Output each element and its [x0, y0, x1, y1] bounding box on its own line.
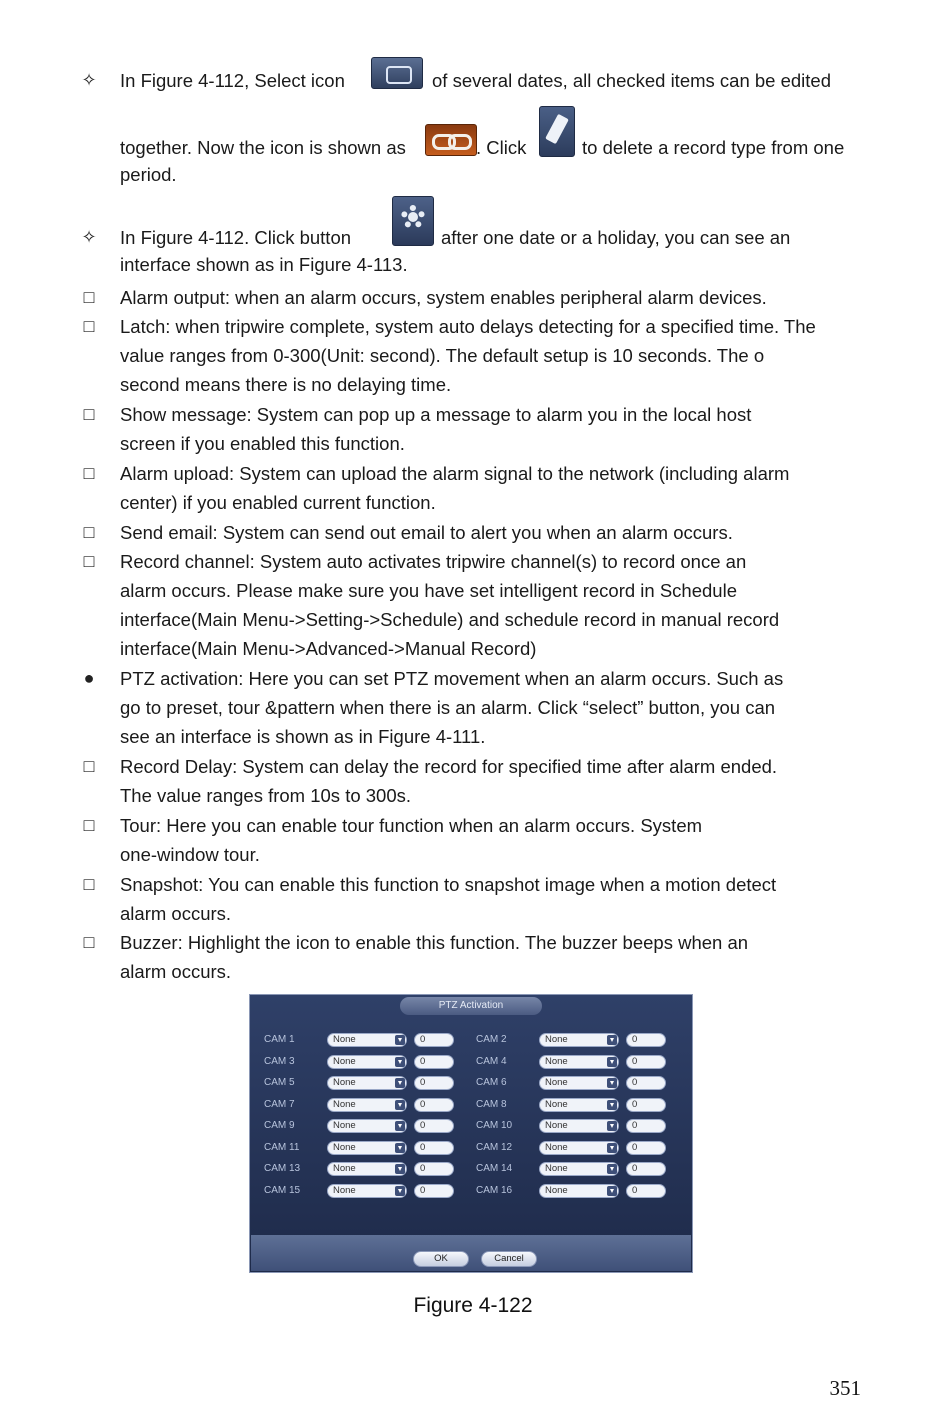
cam-label: CAM 6 — [476, 1077, 507, 1088]
dialog-title: PTZ Activation — [400, 997, 542, 1015]
ptz-number-input[interactable]: 0 — [626, 1141, 666, 1155]
ptz-type-value: None — [545, 1055, 568, 1067]
ptz-number-input[interactable]: 0 — [414, 1098, 454, 1112]
cam-label: CAM 8 — [476, 1098, 507, 1110]
ptz-type-select[interactable] — [327, 1184, 407, 1198]
record-channel-text-3: interface(Main Menu->Setting->Schedule) and schedule record in manual record — [120, 609, 780, 630]
cam-label: CAM 1 — [264, 1034, 295, 1045]
chevron-down-icon — [607, 1143, 617, 1153]
ptz-type-value: None — [545, 1077, 568, 1088]
ptz-type-select[interactable] — [539, 1055, 619, 1069]
chevron-down-icon — [395, 1078, 405, 1088]
alarm-output-text: Alarm output: when an alarm occurs, system enables peripheral alarm devices. — [120, 287, 767, 308]
show-message-text-1: Show message: System can pop up a message to alarm you in the local host — [120, 404, 752, 425]
ptz-number-input[interactable]: 0 — [414, 1033, 454, 1047]
ptz-activation-text-2: go to preset, tour &pattern when there is an alarm. Click “select” button, you can — [120, 697, 776, 718]
ptz-type-value: None — [545, 1034, 568, 1045]
ptz-number-input[interactable]: 0 — [626, 1076, 666, 1090]
ptz-type-select[interactable] — [539, 1076, 619, 1090]
chevron-down-icon — [395, 1186, 405, 1196]
ptz-number-input[interactable]: 0 — [414, 1119, 454, 1133]
chevron-down-icon — [607, 1164, 617, 1174]
dot-bullet: ● — [83, 668, 95, 688]
box-bullet: □ — [83, 932, 95, 952]
ok-button[interactable]: OK — [413, 1251, 469, 1267]
ptz-type-select[interactable] — [539, 1098, 619, 1112]
figure-caption: Figure 4-122 — [413, 1294, 533, 1317]
page-number: 351 — [829, 1376, 861, 1400]
cam-label: CAM 4 — [476, 1055, 507, 1067]
para2-line1-b: after one date or a holiday, you can see an — [441, 227, 791, 248]
ptz-type-value: None — [333, 1034, 356, 1045]
snapshot-text-1: Snapshot: You can enable this function to snapshot image when a motion detect — [120, 874, 777, 895]
chevron-down-icon — [395, 1121, 405, 1131]
send-email-text: Send email: System can send out email to alert you when an alarm occurs. — [120, 522, 733, 543]
ptz-type-select[interactable] — [327, 1076, 407, 1090]
cam-label: CAM 11 — [264, 1141, 300, 1153]
chevron-down-icon — [395, 1164, 405, 1174]
para1-line2-a: together. Now the icon is shown as — [120, 137, 406, 158]
ptz-type-value: None — [545, 1098, 568, 1110]
cam-label: CAM 9 — [264, 1120, 295, 1131]
snapshot-text-2: alarm occurs. — [120, 903, 232, 924]
ptz-type-value: None — [333, 1077, 356, 1088]
ptz-type-value: None — [333, 1163, 356, 1174]
ptz-type-select[interactable] — [327, 1098, 407, 1112]
ptz-number-input[interactable]: 0 — [414, 1076, 454, 1090]
latch-text-3: second means there is no delaying time. — [120, 374, 452, 395]
chevron-down-icon — [607, 1186, 617, 1196]
ptz-number-input[interactable]: 0 — [414, 1162, 454, 1176]
ptz-number-input[interactable]: 0 — [626, 1098, 666, 1112]
ptz-type-select[interactable] — [327, 1055, 407, 1069]
para1-line1-a: In Figure 4-112, Select icon — [120, 70, 345, 91]
box-bullet: □ — [83, 551, 95, 571]
cam-label: CAM 16 — [476, 1184, 513, 1196]
ptz-type-select[interactable] — [539, 1184, 619, 1198]
dialog-footer — [251, 1235, 691, 1271]
tour-text-2: one-window tour. — [120, 844, 260, 865]
ptz-type-select[interactable] — [327, 1119, 407, 1133]
ptz-type-value: None — [333, 1141, 356, 1153]
chevron-down-icon — [607, 1035, 617, 1045]
para1-line3: period. — [120, 164, 177, 185]
chevron-down-icon — [607, 1057, 617, 1067]
ptz-type-select[interactable] — [539, 1141, 619, 1155]
gear-icon — [392, 196, 434, 246]
ptz-type-select[interactable] — [327, 1162, 407, 1176]
tour-text-1: Tour: Here you can enable tour function when an alarm occurs. System — [120, 815, 703, 836]
box-bullet: □ — [83, 522, 95, 542]
diamond-bullet: ✧ — [81, 227, 97, 247]
record-channel-text-4: interface(Main Menu->Advanced->Manual Record) — [120, 638, 537, 659]
chevron-down-icon — [395, 1035, 405, 1045]
ptz-type-value: None — [545, 1120, 568, 1131]
box-bullet: □ — [83, 463, 95, 483]
chevron-down-icon — [395, 1057, 405, 1067]
para1-line2-c: to delete a record type from one — [582, 137, 845, 158]
box-bullet: □ — [83, 756, 95, 776]
show-message-text-2: screen if you enabled this function. — [120, 433, 405, 454]
ptz-type-select[interactable] — [539, 1162, 619, 1176]
ptz-activation-text-3: see an interface is shown as in Figure 4-111. — [120, 726, 486, 747]
ptz-type-value: None — [545, 1163, 568, 1174]
link-icon — [425, 124, 477, 156]
cam-label: CAM 3 — [264, 1055, 295, 1067]
cam-label: CAM 10 — [476, 1120, 513, 1131]
ptz-type-select[interactable] — [539, 1033, 619, 1047]
para1-line2-b: . Click — [476, 137, 527, 158]
record-channel-text-1: Record channel: System auto activates tripwire channel(s) to record once an — [120, 551, 747, 572]
latch-text-2: value ranges from 0-300(Unit: second). The default setup is 10 seconds. The o — [120, 345, 765, 366]
latch-text-1: Latch: when tripwire complete, system auto delays detecting for a specified time. The — [120, 316, 816, 337]
ptz-number-input[interactable]: 0 — [626, 1119, 666, 1133]
chevron-down-icon — [607, 1100, 617, 1110]
box-bullet: □ — [83, 287, 95, 307]
ptz-activation-dialog — [249, 994, 693, 1273]
chevron-down-icon — [607, 1121, 617, 1131]
ptz-type-value: None — [333, 1184, 356, 1196]
ptz-type-select[interactable] — [327, 1141, 407, 1155]
alarm-upload-text-1: Alarm upload: System can upload the alarm signal to the network (including alarm — [120, 463, 790, 484]
ptz-number-input[interactable]: 0 — [626, 1184, 666, 1198]
chevron-down-icon — [395, 1100, 405, 1110]
ptz-number-input[interactable]: 0 — [626, 1033, 666, 1047]
cam-label: CAM 7 — [264, 1098, 295, 1110]
cam-label: CAM 12 — [476, 1141, 513, 1153]
para2-line2: interface shown as in Figure 4-113. — [120, 254, 408, 275]
para2-line1-a: In Figure 4-112. Click button — [120, 227, 352, 248]
cam-label: CAM 5 — [264, 1077, 295, 1088]
ptz-activation-text-1: PTZ activation: Here you can set PTZ movement when an alarm occurs. Such as — [120, 668, 784, 689]
ptz-number-input[interactable]: 0 — [626, 1162, 666, 1176]
chevron-down-icon — [607, 1078, 617, 1088]
ptz-type-select[interactable] — [327, 1033, 407, 1047]
box-bullet: □ — [83, 316, 95, 336]
ptz-type-value: None — [333, 1098, 356, 1110]
cam-label: CAM 2 — [476, 1034, 507, 1045]
box-bullet: □ — [83, 874, 95, 894]
alarm-upload-text-2: center) if you enabled current function. — [120, 492, 436, 513]
record-delay-text-2: The value ranges from 10s to 300s. — [120, 785, 412, 806]
eraser-icon — [539, 106, 575, 157]
buzzer-text-1: Buzzer: Highlight the icon to enable this function. The buzzer beeps when an — [120, 932, 749, 953]
ptz-type-value: None — [545, 1141, 568, 1153]
box-bullet: □ — [83, 815, 95, 835]
cancel-button[interactable]: Cancel — [481, 1251, 537, 1267]
box-bullet: □ — [83, 404, 95, 424]
buzzer-text-2: alarm occurs. — [120, 961, 232, 982]
cam-label: CAM 14 — [476, 1163, 513, 1174]
ptz-number-input[interactable]: 0 — [414, 1184, 454, 1198]
ptz-type-value: None — [545, 1184, 568, 1196]
ptz-number-input[interactable]: 0 — [414, 1055, 454, 1069]
ptz-number-input[interactable]: 0 — [626, 1055, 666, 1069]
ptz-type-select[interactable] — [539, 1119, 619, 1133]
chevron-down-icon — [395, 1143, 405, 1153]
record-channel-text-2: alarm occurs. Please make sure you have set intelligent record in Schedule — [120, 580, 737, 601]
ptz-type-value: None — [333, 1120, 356, 1131]
ptz-number-input[interactable]: 0 — [414, 1141, 454, 1155]
cam-label: CAM 15 — [264, 1184, 301, 1196]
record-delay-text-1: Record Delay: System can delay the record for specified time after alarm ended. — [120, 756, 778, 777]
diamond-bullet: ✧ — [81, 70, 97, 90]
ptz-type-value: None — [333, 1055, 356, 1067]
cam-label: CAM 13 — [264, 1163, 301, 1174]
square-icon — [371, 57, 423, 89]
para1-line1-b: of several dates, all checked items can be edited — [432, 70, 832, 91]
